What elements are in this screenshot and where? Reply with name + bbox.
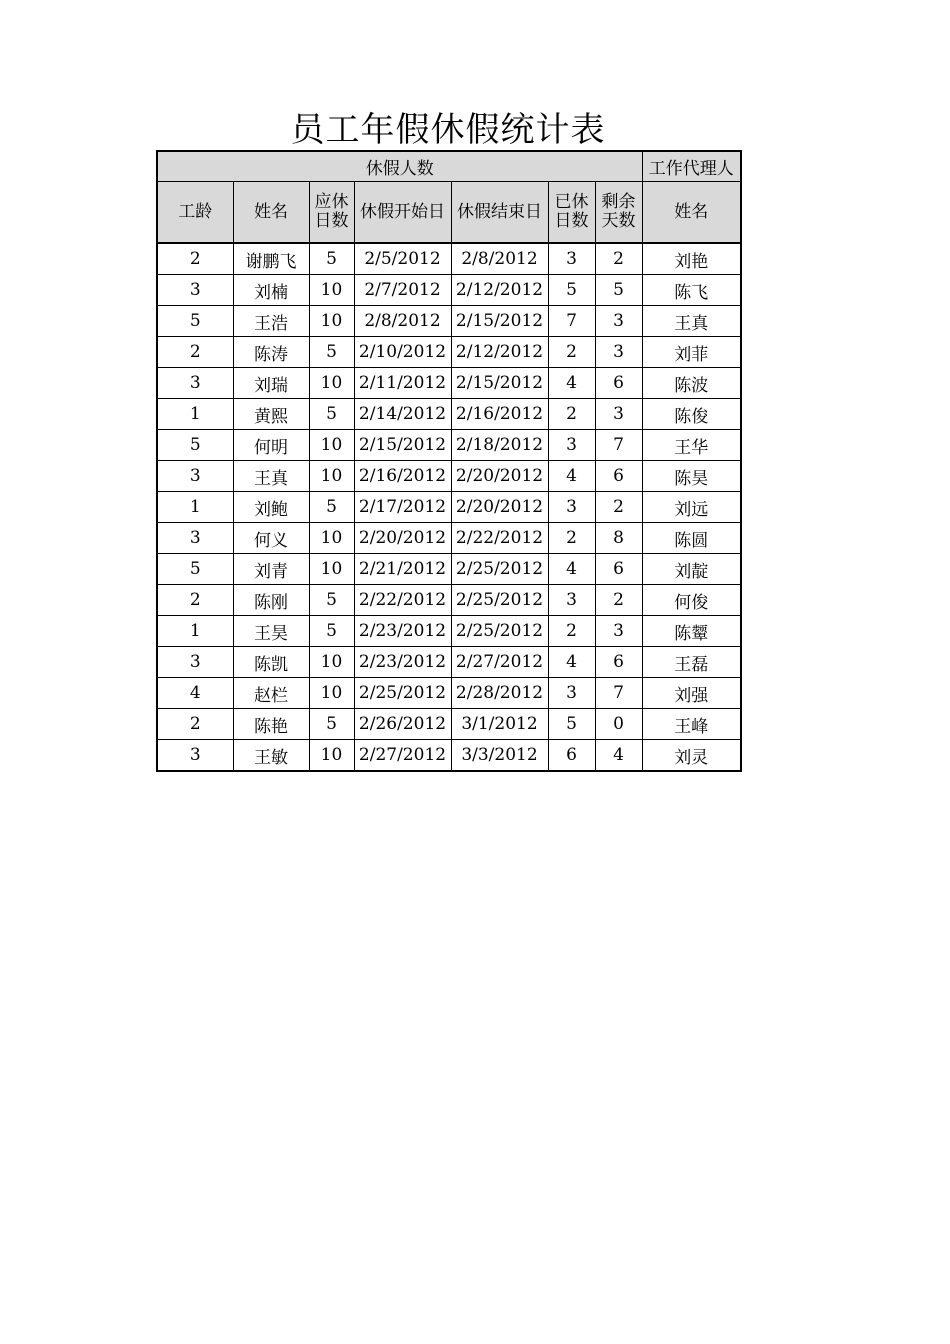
group-header-agent: 工作代理人 xyxy=(642,151,741,182)
cell-name: 陈凯 xyxy=(233,647,309,678)
column-header-entitled-days-line2: 日数 xyxy=(314,211,349,231)
cell-end-date: 2/12/2012 xyxy=(451,337,548,368)
cell-seniority: 3 xyxy=(157,647,233,678)
cell-seniority: 2 xyxy=(157,585,233,616)
cell-days-remaining: 2 xyxy=(595,585,642,616)
cell-entitled-days: 5 xyxy=(309,492,354,523)
cell-entitled-days: 10 xyxy=(309,647,354,678)
cell-seniority: 2 xyxy=(157,337,233,368)
cell-seniority: 3 xyxy=(157,461,233,492)
cell-start-date: 2/7/2012 xyxy=(354,275,451,306)
column-header-seniority: 工龄 xyxy=(157,182,233,244)
cell-entitled-days: 10 xyxy=(309,275,354,306)
cell-agent-name: 王峰 xyxy=(642,709,741,740)
cell-seniority: 3 xyxy=(157,523,233,554)
cell-days-taken: 3 xyxy=(548,243,595,275)
cell-days-remaining: 2 xyxy=(595,243,642,275)
cell-agent-name: 王真 xyxy=(642,306,741,337)
cell-entitled-days: 10 xyxy=(309,306,354,337)
cell-end-date: 2/25/2012 xyxy=(451,554,548,585)
cell-name: 陈刚 xyxy=(233,585,309,616)
cell-entitled-days: 10 xyxy=(309,523,354,554)
cell-agent-name: 刘灵 xyxy=(642,740,741,772)
table-row xyxy=(157,306,741,337)
cell-days-remaining: 6 xyxy=(595,368,642,399)
cell-name: 刘鲍 xyxy=(233,492,309,523)
cell-entitled-days: 5 xyxy=(309,616,354,647)
table-row xyxy=(157,678,741,709)
cell-agent-name: 刘菲 xyxy=(642,337,741,368)
cell-start-date: 2/15/2012 xyxy=(354,430,451,461)
cell-agent-name: 陈飞 xyxy=(642,275,741,306)
cell-days-taken: 5 xyxy=(548,275,595,306)
leave-table xyxy=(156,150,742,772)
cell-end-date: 2/20/2012 xyxy=(451,461,548,492)
cell-start-date: 2/23/2012 xyxy=(354,647,451,678)
cell-start-date: 2/14/2012 xyxy=(354,399,451,430)
cell-days-taken: 2 xyxy=(548,399,595,430)
table-row xyxy=(157,709,741,740)
cell-seniority: 1 xyxy=(157,492,233,523)
cell-days-taken: 5 xyxy=(548,709,595,740)
page-title: 员工年假休假统计表 xyxy=(290,110,606,150)
cell-seniority: 3 xyxy=(157,275,233,306)
cell-start-date: 2/8/2012 xyxy=(354,306,451,337)
column-header-days-remaining xyxy=(595,182,642,244)
column-header-days-taken-line2: 日数 xyxy=(554,211,589,231)
cell-start-date: 2/26/2012 xyxy=(354,709,451,740)
cell-name: 刘瑞 xyxy=(233,368,309,399)
cell-agent-name: 陈圆 xyxy=(642,523,741,554)
cell-name: 刘青 xyxy=(233,554,309,585)
cell-agent-name: 刘靛 xyxy=(642,554,741,585)
cell-seniority: 5 xyxy=(157,306,233,337)
table-row xyxy=(157,243,741,275)
cell-name: 陈艳 xyxy=(233,709,309,740)
cell-days-taken: 4 xyxy=(548,554,595,585)
column-header-days-remaining-line2: 天数 xyxy=(601,211,636,231)
column-header-days-taken xyxy=(548,182,595,244)
cell-end-date: 2/18/2012 xyxy=(451,430,548,461)
cell-name: 黄熙 xyxy=(233,399,309,430)
cell-seniority: 1 xyxy=(157,399,233,430)
column-header-days-taken-line1: 已休 xyxy=(554,192,589,212)
cell-agent-name: 王磊 xyxy=(642,647,741,678)
cell-agent-name: 刘艳 xyxy=(642,243,741,275)
cell-name: 王敏 xyxy=(233,740,309,772)
cell-start-date: 2/20/2012 xyxy=(354,523,451,554)
cell-days-remaining: 6 xyxy=(595,647,642,678)
table-body xyxy=(157,243,741,771)
cell-entitled-days: 5 xyxy=(309,243,354,275)
cell-start-date: 2/27/2012 xyxy=(354,740,451,772)
cell-days-remaining: 3 xyxy=(595,337,642,368)
column-header-start-date: 休假开始日 xyxy=(354,182,451,244)
table-row xyxy=(157,368,741,399)
cell-agent-name: 刘远 xyxy=(642,492,741,523)
table-row xyxy=(157,275,741,306)
cell-start-date: 2/23/2012 xyxy=(354,616,451,647)
cell-seniority: 1 xyxy=(157,616,233,647)
cell-agent-name: 刘强 xyxy=(642,678,741,709)
cell-start-date: 2/16/2012 xyxy=(354,461,451,492)
cell-name: 王昊 xyxy=(233,616,309,647)
column-header-end-date: 休假结束日 xyxy=(451,182,548,244)
cell-entitled-days: 10 xyxy=(309,368,354,399)
cell-days-taken: 2 xyxy=(548,616,595,647)
table-row xyxy=(157,647,741,678)
column-header-days-remaining-line1: 剩余 xyxy=(601,192,636,212)
cell-end-date: 3/3/2012 xyxy=(451,740,548,772)
cell-end-date: 2/15/2012 xyxy=(451,306,548,337)
cell-days-taken: 4 xyxy=(548,368,595,399)
cell-end-date: 2/16/2012 xyxy=(451,399,548,430)
cell-start-date: 2/17/2012 xyxy=(354,492,451,523)
cell-days-remaining: 3 xyxy=(595,399,642,430)
cell-days-taken: 4 xyxy=(548,461,595,492)
cell-days-remaining: 2 xyxy=(595,492,642,523)
cell-end-date: 2/22/2012 xyxy=(451,523,548,554)
cell-seniority: 3 xyxy=(157,740,233,772)
table-row xyxy=(157,523,741,554)
cell-end-date: 2/20/2012 xyxy=(451,492,548,523)
cell-entitled-days: 10 xyxy=(309,554,354,585)
cell-name: 王真 xyxy=(233,461,309,492)
cell-seniority: 5 xyxy=(157,554,233,585)
cell-entitled-days: 5 xyxy=(309,399,354,430)
column-header-agent-name: 姓名 xyxy=(642,182,741,244)
cell-name: 谢鹏飞 xyxy=(233,243,309,275)
cell-start-date: 2/22/2012 xyxy=(354,585,451,616)
cell-days-remaining: 5 xyxy=(595,275,642,306)
cell-name: 陈涛 xyxy=(233,337,309,368)
cell-days-remaining: 0 xyxy=(595,709,642,740)
cell-entitled-days: 10 xyxy=(309,461,354,492)
cell-days-taken: 7 xyxy=(548,306,595,337)
cell-entitled-days: 10 xyxy=(309,430,354,461)
cell-agent-name: 王华 xyxy=(642,430,741,461)
cell-end-date: 2/8/2012 xyxy=(451,243,548,275)
cell-end-date: 2/27/2012 xyxy=(451,647,548,678)
cell-end-date: 3/1/2012 xyxy=(451,709,548,740)
cell-seniority: 4 xyxy=(157,678,233,709)
cell-days-taken: 6 xyxy=(548,740,595,772)
cell-agent-name: 何俊 xyxy=(642,585,741,616)
cell-days-remaining: 3 xyxy=(595,306,642,337)
cell-days-taken: 3 xyxy=(548,430,595,461)
cell-days-taken: 3 xyxy=(548,492,595,523)
cell-agent-name: 陈波 xyxy=(642,368,741,399)
table-row xyxy=(157,585,741,616)
column-header-entitled-days xyxy=(309,182,354,244)
cell-end-date: 2/28/2012 xyxy=(451,678,548,709)
cell-name: 刘楠 xyxy=(233,275,309,306)
cell-days-remaining: 7 xyxy=(595,678,642,709)
cell-entitled-days: 10 xyxy=(309,678,354,709)
cell-end-date: 2/15/2012 xyxy=(451,368,548,399)
cell-seniority: 2 xyxy=(157,709,233,740)
cell-name: 赵栏 xyxy=(233,678,309,709)
table-row xyxy=(157,430,741,461)
cell-days-taken: 2 xyxy=(548,523,595,554)
table-row xyxy=(157,337,741,368)
cell-days-taken: 3 xyxy=(548,678,595,709)
cell-days-taken: 4 xyxy=(548,647,595,678)
cell-days-remaining: 8 xyxy=(595,523,642,554)
cell-agent-name: 陈俊 xyxy=(642,399,741,430)
cell-end-date: 2/25/2012 xyxy=(451,585,548,616)
cell-agent-name: 陈昊 xyxy=(642,461,741,492)
cell-days-remaining: 6 xyxy=(595,554,642,585)
table-row xyxy=(157,616,741,647)
column-header-name: 姓名 xyxy=(233,182,309,244)
cell-start-date: 2/5/2012 xyxy=(354,243,451,275)
cell-entitled-days: 5 xyxy=(309,585,354,616)
table-row xyxy=(157,492,741,523)
cell-days-remaining: 6 xyxy=(595,461,642,492)
cell-days-remaining: 7 xyxy=(595,430,642,461)
cell-agent-name: 陈颦 xyxy=(642,616,741,647)
cell-entitled-days: 10 xyxy=(309,740,354,772)
cell-name: 何义 xyxy=(233,523,309,554)
group-header-vacationers: 休假人数 xyxy=(157,151,642,182)
cell-entitled-days: 5 xyxy=(309,709,354,740)
cell-end-date: 2/25/2012 xyxy=(451,616,548,647)
table-row xyxy=(157,740,741,772)
cell-days-remaining: 3 xyxy=(595,616,642,647)
cell-name: 王浩 xyxy=(233,306,309,337)
cell-start-date: 2/11/2012 xyxy=(354,368,451,399)
table-row xyxy=(157,399,741,430)
cell-end-date: 2/12/2012 xyxy=(451,275,548,306)
cell-start-date: 2/25/2012 xyxy=(354,678,451,709)
cell-start-date: 2/10/2012 xyxy=(354,337,451,368)
cell-seniority: 2 xyxy=(157,243,233,275)
cell-days-taken: 2 xyxy=(548,337,595,368)
cell-days-taken: 3 xyxy=(548,585,595,616)
table-row xyxy=(157,461,741,492)
column-header-entitled-days-line1: 应休 xyxy=(314,192,349,212)
cell-name: 何明 xyxy=(233,430,309,461)
table-row xyxy=(157,554,741,585)
cell-seniority: 5 xyxy=(157,430,233,461)
cell-seniority: 3 xyxy=(157,368,233,399)
cell-days-remaining: 4 xyxy=(595,740,642,772)
cell-entitled-days: 5 xyxy=(309,337,354,368)
cell-start-date: 2/21/2012 xyxy=(354,554,451,585)
